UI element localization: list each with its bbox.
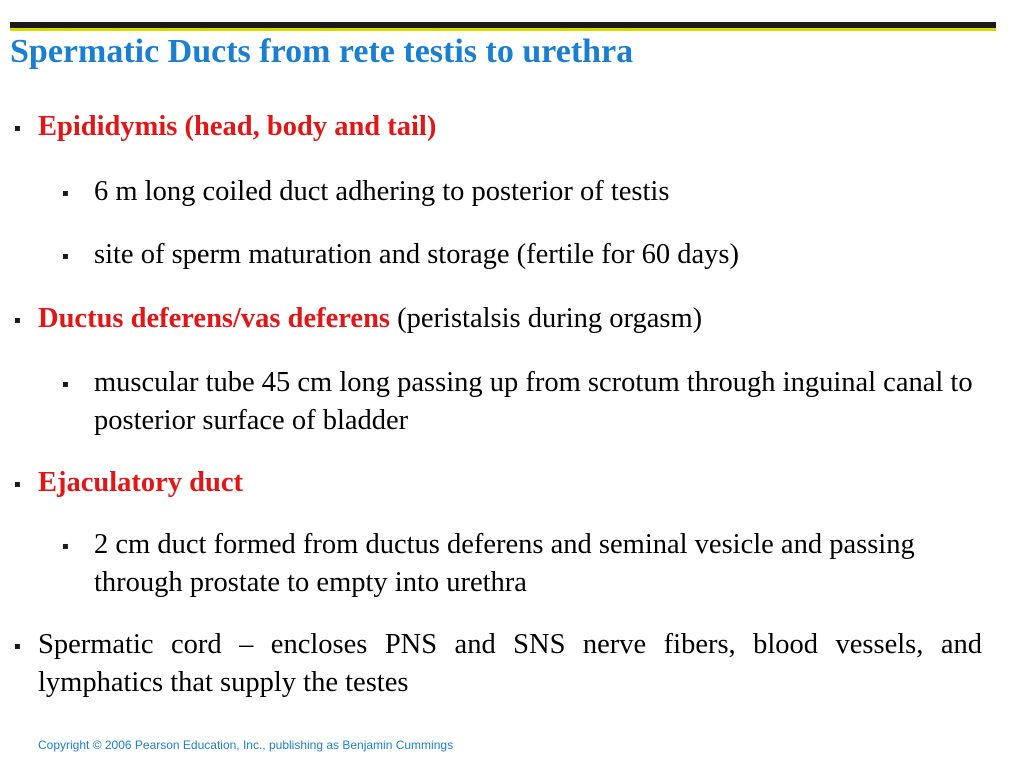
- bullet-heading: Ductus deferens/vas deferens: [38, 303, 391, 334]
- bullet-ductus-deferens: [12, 300, 982, 338]
- square-bullet-icon: ▪: [62, 379, 69, 390]
- sub-bullet-sperm-maturation: [12, 236, 982, 274]
- bullet-heading: Ejaculatory duct: [38, 467, 244, 498]
- sub-bullet-coiled-duct: [12, 173, 982, 211]
- bullet-heading: Epididymis (head, body and tail): [38, 111, 437, 142]
- bullet-text: 2 cm duct formed from ductus deferens and seminal vesicle and passing through prostate to empty into urethra: [94, 529, 915, 598]
- square-bullet-icon: ▪: [62, 541, 69, 552]
- bullet-text: Spermatic cord – encloses PNS and SNS nerve fibers, blood vessels, and lymphatics that supply the testes: [38, 629, 982, 698]
- bullet-spermatic-cord: [12, 626, 982, 702]
- bullet-list: [12, 108, 982, 702]
- bullet-epididymis: [12, 108, 982, 146]
- sub-bullet-muscular-tube: [12, 364, 982, 440]
- sub-bullet-two-cm-duct: [12, 526, 982, 602]
- square-bullet-icon: ▪: [14, 123, 21, 134]
- square-bullet-icon: ▪: [14, 315, 21, 326]
- bullet-text: site of sperm maturation and storage (fertile for 60 days): [94, 239, 739, 270]
- bullet-ejaculatory-duct: [12, 464, 982, 502]
- square-bullet-icon: ▪: [14, 479, 21, 490]
- square-bullet-icon: ▪: [62, 251, 69, 262]
- bullet-text: (peristalsis during orgasm): [390, 303, 703, 334]
- bullet-text: muscular tube 45 cm long passing up from scrotum through inguinal canal to posterior surface of bladder: [94, 367, 973, 436]
- square-bullet-icon: ▪: [62, 188, 69, 199]
- copyright-footer: Copyright © 2006 Pearson Education, Inc., publishing as Benjamin Cummings: [38, 738, 454, 752]
- bullet-text: 6 m long coiled duct adhering to posterior of testis: [94, 176, 670, 207]
- square-bullet-icon: ▪: [14, 641, 21, 652]
- slide-title: Spermatic Ducts from rete testis to urethra: [10, 33, 634, 70]
